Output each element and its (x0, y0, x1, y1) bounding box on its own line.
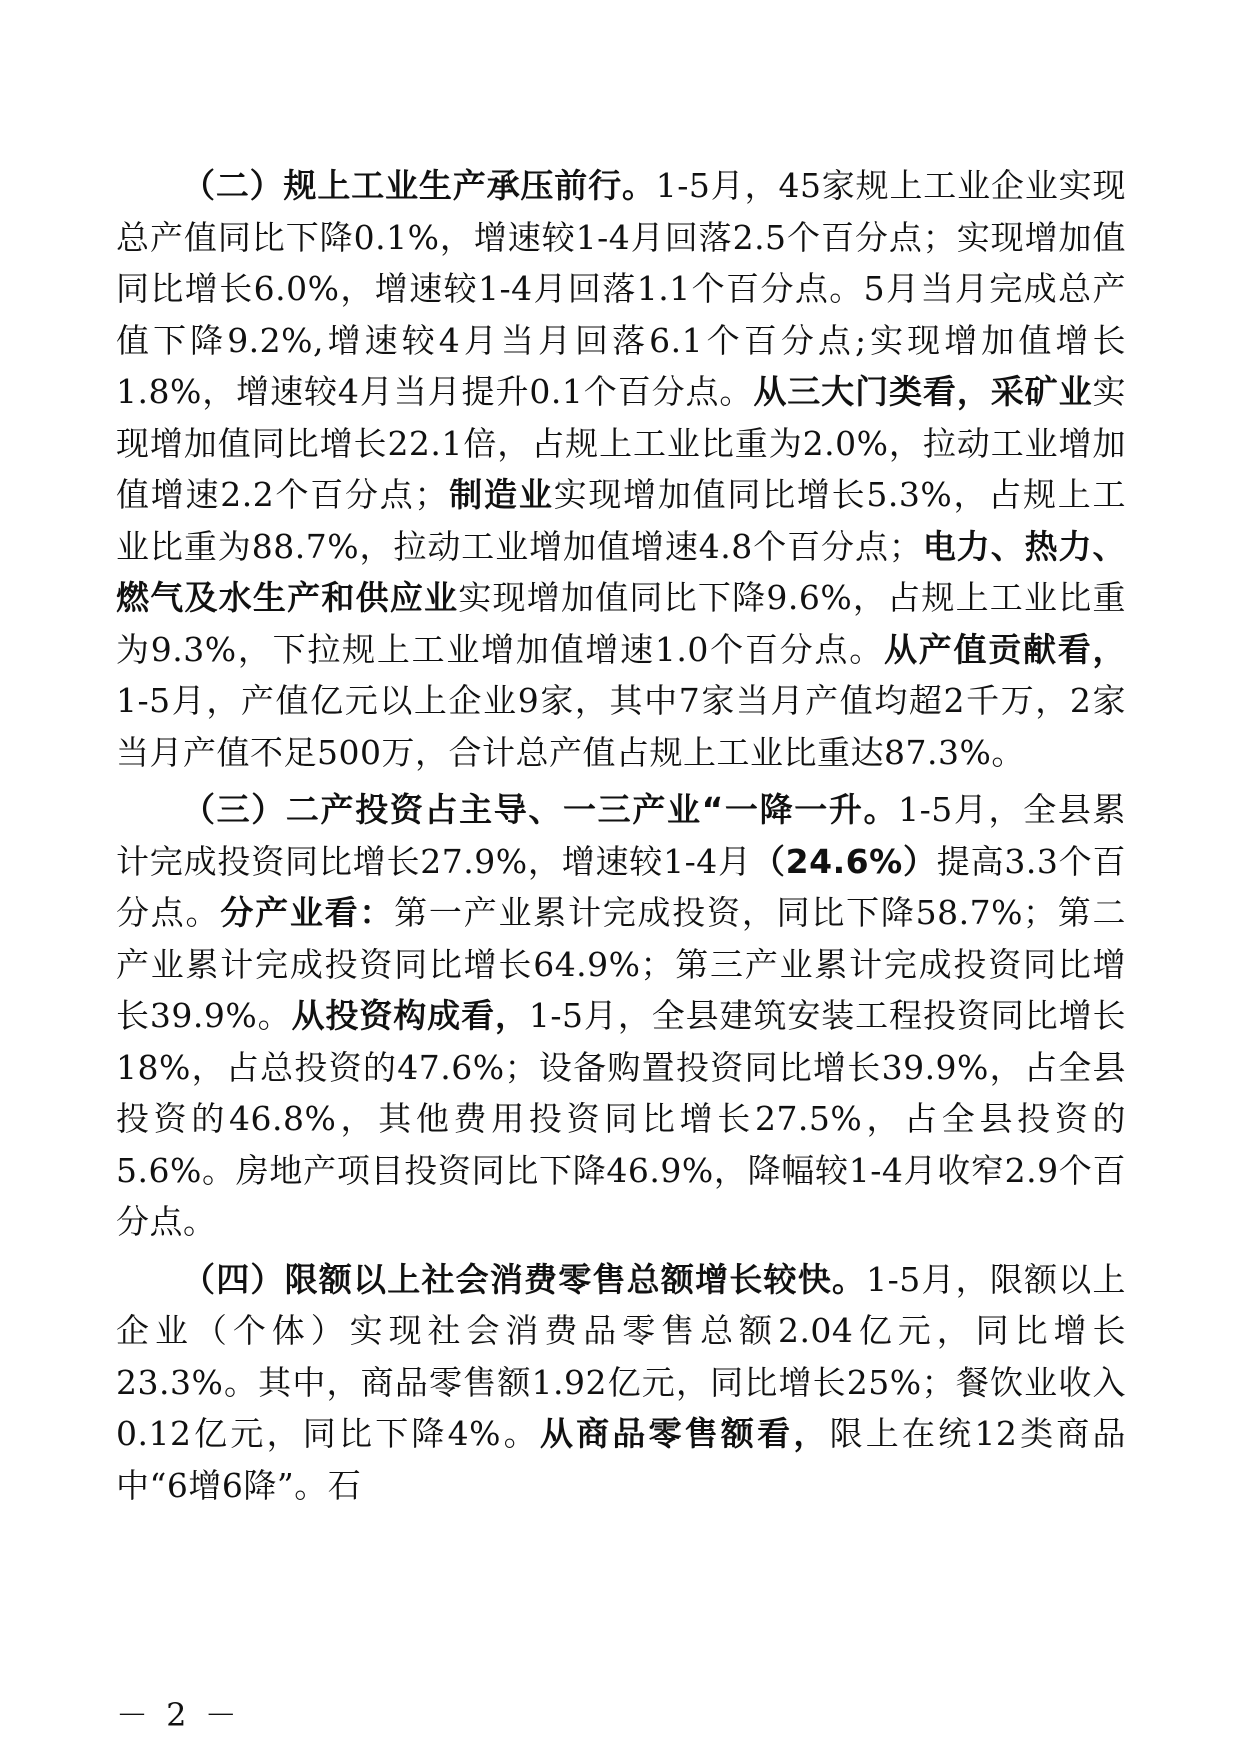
text-run: 限上在统12类商品中“6增6降”。石 (116, 1414, 1126, 1505)
text-run: 第一产业累计完成投资，同比下降58.7%；第二产业累计完成投资同比增长64.9%；第三产业累计完成投资同比增长39.9%。 (116, 893, 1127, 1035)
bold-run: （三）二产投资占主导、一三产业“一降一升。 (182, 790, 899, 829)
paragraph-investment (116, 784, 1126, 1248)
document-body (116, 160, 1126, 1511)
text-run: 1-5月，产值亿元以上企业9家，其中7家当月产值均超2千万，2家当月产值不足500万，合计总产值占规上工业比重达87.3%。 (116, 681, 1126, 772)
text-run: 1-5月，全县建筑安装工程投资同比增长18%，占总投资的47.6%；设备购置投资同比增长39.9%，占全县投资的46.8%，其他费用投资同比增长27.5%，占全县投资的5.6%。房地产项目投资同比下降46.9%，降幅较1-4月收窄2.9个百分点。 (116, 996, 1126, 1241)
text-run: 实现增加值同比增长22.1倍，占规上工业比重为2.0%，拉动工业增加值增速2.2个百分点； (116, 372, 1126, 514)
bold-run: 制造业 (448, 475, 554, 514)
bold-run: 分产业看： (220, 893, 395, 932)
paragraph-industrial-production (116, 160, 1126, 778)
text-run: 1-5月，45家规上工业企业实现总产值同比下降0.1%，增速较1-4月回落2.5个百分点；实现增加值同比增长6.0%，增速较1-4月回落1.1个百分点。5月当月完成总产值下降9.2%,增速较4月当月回落6.1个百分点;实现增加值增长1.8%，增速较4月当月提升0.1个百分点。 (116, 166, 1127, 411)
text-run: 实现增加值同比增长5.3%，占规上工业比重为88.7%，拉动工业增加值增速4.8个百分点； (116, 475, 1127, 566)
text-run: 实现增加值同比下降9.6%，占规上工业比重为9.3%，下拉规上工业增加值增速1.0个百分点。 (116, 578, 1126, 669)
text-run: 1-5月，限额以上企业（个体）实现社会消费品零售总额2.04亿元，同比增长23.3%。其中，商品零售额1.92亿元，同比增长25%；餐饮业收入0.12亿元，同比下降4%。 (116, 1259, 1126, 1453)
text-run: 1-5月，全县累计完成投资同比增长27.9%，增速较1-4月 (116, 790, 1126, 881)
bold-run: 从三大门类看，采矿业 (753, 372, 1093, 411)
bold-run: （24.6%） (751, 841, 937, 881)
bold-run: 从投资构成看， (291, 996, 529, 1035)
paragraph-retail-sales (116, 1254, 1126, 1512)
bold-run: （二）规上工业生产承压前行。 (182, 166, 656, 205)
bold-run: 电力、热力、燃气及水生产和供应业 (116, 526, 1126, 617)
bold-run: 从商品零售额看， (539, 1414, 830, 1453)
page-number: － 2 － (116, 1696, 241, 1734)
bold-run: （四）限额以上社会消费零售总额增长较快。 (182, 1259, 867, 1299)
bold-run: 从产值贡献看， (883, 629, 1126, 669)
text-run: 提高3.3个百分点。 (116, 841, 1126, 932)
